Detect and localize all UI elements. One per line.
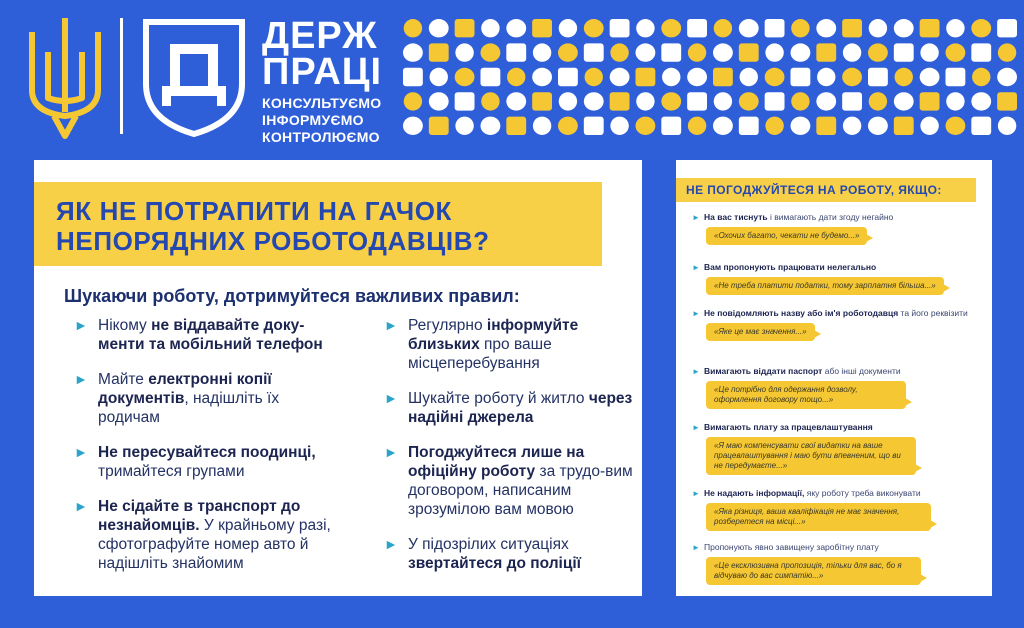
- arrow-icon: ►: [384, 317, 398, 333]
- pattern-tile: [816, 19, 836, 37]
- pattern-tile: [765, 19, 785, 37]
- arrow-icon: ►: [74, 444, 88, 460]
- pattern-tile: [713, 117, 733, 135]
- logo-line2: ПРАЦІ: [262, 51, 383, 93]
- arrow-icon: ►: [692, 309, 700, 318]
- warnings-card: [676, 160, 992, 596]
- warnings-header: НЕ ПОГОДЖУЙТЕСЯ НА РОБОТУ, ЯКЩО:: [686, 183, 942, 197]
- header-divider: [120, 18, 123, 134]
- title-line: НЕПОРЯДНИХ РОБОТОДАВЦІВ?: [56, 226, 490, 256]
- quote-bubble: «Яке це має значення...»: [706, 323, 815, 341]
- pattern-tile: [429, 117, 449, 135]
- quote-bubble: «Яка різниця, ваша кваліфікація не має значення, розберетеся на місці...»: [706, 503, 931, 531]
- situation-item: [692, 488, 984, 531]
- pattern-tile: [584, 19, 604, 37]
- rule-emphasis: Не пересувайтеся поодинці,: [98, 444, 316, 461]
- rules-column-2: [384, 316, 634, 589]
- pattern-tile: [559, 92, 577, 110]
- pattern-tile: [842, 68, 862, 86]
- pattern-tile: [403, 43, 423, 61]
- pattern-tile: [661, 43, 681, 61]
- pattern-tile: [972, 68, 990, 86]
- pattern-tile: [765, 92, 785, 110]
- pattern-tile: [946, 117, 966, 135]
- situation-emphasis: Не повідомляють назву або ім'я роботодавця: [704, 308, 899, 318]
- pattern-tile: [765, 117, 783, 135]
- pattern-tile: [506, 92, 526, 110]
- quote-bubble: «Охочих багато, чекати не будемо...»: [706, 227, 867, 245]
- pattern-tile: [739, 19, 759, 37]
- rules-intro: Шукаючи роботу, дотримуйтеся важливих правил:: [64, 286, 520, 306]
- situation-text: і вимагають дати згоду негайно: [767, 212, 894, 222]
- pattern-tile: [971, 92, 991, 110]
- pattern-tile: [455, 92, 475, 110]
- rule-item: [74, 370, 344, 427]
- pattern-tile: [816, 92, 836, 110]
- pattern-tile: [920, 117, 938, 135]
- pattern-tile: [868, 68, 888, 86]
- situation-emphasis: Вимагають плату за працевлаштування: [704, 422, 873, 432]
- rule-text: У крайньому разі, сфотографуйте номер авто й надішліть знайомим: [98, 517, 331, 572]
- quote-bubble: «Це ексклюзивна пропозиція, тільки для вас, бо я відчуваю до вас симпатію...»: [706, 557, 921, 585]
- pattern-tile: [946, 19, 964, 37]
- pattern-tile: [661, 117, 681, 135]
- pattern-tile: [636, 117, 656, 135]
- pattern-tile: [946, 43, 966, 61]
- pattern-tile: [584, 117, 604, 135]
- quote-bubble: «Це потрібно для одержання дозволу, оформлення договору тощо...»: [706, 381, 906, 409]
- pattern-tile: [894, 19, 914, 37]
- pattern-tile: [998, 117, 1016, 135]
- pattern-tile: [920, 68, 940, 86]
- pattern-tile: [688, 117, 706, 135]
- pattern-tile: [584, 92, 604, 110]
- rule-emphasis: звертайтеся до поліції: [408, 555, 582, 572]
- pattern-tile: [533, 43, 551, 61]
- pattern-tile: [816, 117, 836, 135]
- pattern-tile: [532, 19, 552, 37]
- pattern-tile: [997, 68, 1017, 86]
- pattern-tile: [920, 92, 940, 110]
- arrow-icon: ►: [692, 367, 700, 376]
- rule-text: про ваше місцеперебування: [408, 336, 552, 372]
- pattern-tile: [636, 92, 654, 110]
- arrow-icon: ►: [74, 371, 88, 387]
- rule-item: [74, 443, 344, 481]
- pattern-tile: [739, 92, 759, 110]
- situation-item: [692, 366, 984, 409]
- rule-item: [74, 497, 344, 573]
- pattern-tile: [507, 68, 525, 86]
- situation-item: [692, 212, 984, 245]
- situation-text: Пропонують явно завищену заробітну плату: [704, 542, 879, 552]
- pattern-tile: [869, 92, 887, 110]
- pattern-tile: [610, 92, 630, 110]
- pattern-tile: [998, 43, 1016, 61]
- rule-emphasis: Погоджуйтеся лише на офіційну роботу: [408, 444, 585, 480]
- pattern-tile: [894, 92, 914, 110]
- rule-emphasis: не віддавайте доку-менти та мобільний телефон: [98, 317, 323, 353]
- pattern-tile: [713, 43, 733, 61]
- pattern-tile: [946, 92, 964, 110]
- situation-emphasis: Не надають інформації,: [704, 488, 805, 498]
- rule-text: за трудо-вим договором, написаним зрозумілою вам мовою: [408, 463, 633, 518]
- pattern-tile: [481, 19, 499, 37]
- situation-label: [692, 308, 984, 319]
- pattern-tile: [455, 19, 475, 37]
- pattern-tile: [740, 68, 758, 86]
- page-title: [56, 196, 490, 256]
- pattern-tile: [714, 19, 732, 37]
- pattern-tile: [481, 43, 501, 61]
- pattern-tile: [869, 19, 887, 37]
- pattern-tile: [532, 92, 552, 110]
- pattern-tile: [843, 43, 861, 61]
- rule-text: Регулярно: [408, 317, 487, 334]
- shield-logo-icon: [140, 16, 248, 138]
- arrow-icon: ►: [74, 498, 88, 514]
- pattern-tile: [946, 68, 966, 86]
- pattern-tile: [791, 117, 811, 135]
- pattern-tile: [997, 19, 1017, 37]
- pattern-tile: [894, 43, 914, 61]
- rule-item: [384, 535, 634, 573]
- pattern-tile: [636, 43, 656, 61]
- pattern-tile: [687, 92, 707, 110]
- arrow-icon: ►: [692, 263, 700, 272]
- logo-wordmark: [262, 15, 392, 145]
- pattern-tile: [455, 68, 475, 86]
- pattern-tile: [662, 68, 680, 86]
- pattern-tile: [558, 68, 578, 86]
- rule-item: [384, 389, 634, 427]
- pattern-tile: [895, 68, 913, 86]
- pattern-tile: [791, 19, 809, 37]
- rule-text: Майте: [98, 371, 149, 388]
- pattern-tile: [481, 68, 501, 86]
- pattern-tile: [868, 43, 888, 61]
- logo-tagline: КОНСУЛЬТУЄМО: [262, 95, 382, 111]
- pattern-tile: [688, 43, 706, 61]
- pattern-tile: [429, 19, 449, 37]
- decorative-pattern: [400, 16, 1020, 138]
- arrow-icon: ►: [384, 444, 398, 460]
- situation-text: або інші документи: [822, 366, 901, 376]
- situation-item: [692, 262, 984, 295]
- logo-tagline: КОНТРОЛЮЄМО: [262, 129, 380, 145]
- situation-emphasis: Вимагають віддати паспорт: [704, 366, 823, 376]
- warnings-header-band: [676, 178, 976, 202]
- situation-label: [692, 366, 984, 377]
- pattern-tile: [843, 117, 861, 135]
- arrow-icon: ►: [384, 390, 398, 406]
- logo-line1: ДЕРЖ: [262, 15, 378, 57]
- pattern-tile: [506, 117, 526, 135]
- pattern-tile: [920, 19, 940, 37]
- pattern-tile: [610, 43, 628, 61]
- pattern-tile: [687, 68, 707, 86]
- trident-icon: [22, 12, 108, 140]
- pattern-tile: [920, 43, 938, 61]
- rule-item: [384, 443, 634, 519]
- quote-bubble: «Я маю компенсувати свої видатки на ваше працевлаштування і маю бути впевненим, що ви не передумаєте...»: [706, 437, 916, 475]
- situation-label: [692, 212, 984, 223]
- pattern-tile: [842, 92, 862, 110]
- situation-label: [692, 422, 984, 433]
- pattern-tile: [429, 92, 449, 110]
- situation-item: [692, 422, 984, 475]
- situation-emphasis: Вам пропонують працювати нелегально: [704, 262, 877, 272]
- pattern-tile: [481, 117, 501, 135]
- pattern-tile: [506, 43, 526, 61]
- pattern-tile: [584, 43, 604, 61]
- pattern-tile: [739, 43, 759, 61]
- pattern-tile: [481, 92, 499, 110]
- pattern-tile: [842, 19, 862, 37]
- pattern-tile: [739, 117, 759, 135]
- pattern-tile: [714, 92, 732, 110]
- pattern-tile: [585, 68, 603, 86]
- situation-text: та його реквізити: [898, 308, 968, 318]
- rule-text: У підозрілих ситуаціях: [408, 536, 569, 553]
- pattern-tile: [997, 92, 1017, 110]
- pattern-tile: [455, 43, 473, 61]
- pattern-tile: [403, 68, 423, 86]
- rule-emphasis: через надійні джерела: [408, 390, 633, 426]
- pattern-tile: [636, 68, 656, 86]
- title-band: [34, 182, 602, 266]
- rule-text: , надішліть їх родичам: [98, 390, 280, 426]
- arrow-icon: ►: [692, 489, 700, 498]
- pattern-tile: [765, 43, 783, 61]
- pattern-tile: [506, 19, 526, 37]
- pattern-tile: [971, 19, 991, 37]
- pattern-tile: [610, 117, 628, 135]
- rule-emphasis: електронні копії документів: [98, 371, 272, 407]
- arrow-icon: ►: [692, 423, 700, 432]
- rule-item: [74, 316, 344, 354]
- pattern-tile: [791, 68, 811, 86]
- rule-text: Нікому: [98, 317, 152, 334]
- pattern-tile: [559, 19, 577, 37]
- pattern-tile: [713, 68, 733, 86]
- pattern-tile: [403, 117, 423, 135]
- rules-card: [34, 160, 642, 596]
- situation-emphasis: На вас тиснуть: [704, 212, 768, 222]
- pattern-tile: [558, 117, 578, 135]
- pattern-tile: [661, 19, 681, 37]
- pattern-tile: [791, 92, 809, 110]
- pattern-tile: [430, 68, 448, 86]
- title-line: ЯК НЕ ПОТРАПИТИ НА ГАЧОК: [56, 196, 453, 226]
- pattern-tile: [791, 43, 811, 61]
- situation-label: [692, 542, 984, 553]
- pattern-tile: [558, 43, 578, 61]
- pattern-tile: [610, 68, 630, 86]
- pattern-tile: [687, 19, 707, 37]
- pattern-tile: [816, 43, 836, 61]
- situation-label: [692, 262, 984, 273]
- pattern-tile: [533, 117, 551, 135]
- rules-column-1: [74, 316, 344, 589]
- pattern-tile: [765, 68, 785, 86]
- situation-item: [692, 308, 984, 341]
- situation-item: [692, 542, 984, 585]
- pattern-tile: [817, 68, 835, 86]
- situation-label: [692, 488, 984, 499]
- rule-emphasis: інформуйте близьких: [408, 317, 579, 353]
- pattern-tile: [636, 19, 654, 37]
- pattern-tile: [404, 19, 422, 37]
- arrow-icon: ►: [692, 543, 700, 552]
- pattern-tile: [661, 92, 681, 110]
- quote-bubble: «Не треба платити податки, тому зарплатня більша...»: [706, 277, 944, 295]
- pattern-tile: [532, 68, 552, 86]
- arrow-icon: ►: [384, 536, 398, 552]
- rule-text: Шукайте роботу й житло: [408, 390, 589, 407]
- pattern-tile: [971, 117, 991, 135]
- pattern-tile: [868, 117, 888, 135]
- pattern-tile: [610, 19, 630, 37]
- arrow-icon: ►: [74, 317, 88, 333]
- pattern-tile: [429, 43, 449, 61]
- situation-text: яку роботу треба виконувати: [804, 488, 921, 498]
- rule-item: [384, 316, 634, 373]
- rule-text: тримайтеся групами: [98, 463, 245, 480]
- pattern-tile: [894, 117, 914, 135]
- pattern-tile: [455, 117, 473, 135]
- rule-emphasis: Не сідайте в транспорт до незнайомців.: [98, 498, 301, 534]
- pattern-tile: [404, 92, 422, 110]
- arrow-icon: ►: [692, 213, 700, 222]
- header-banner: [0, 0, 1024, 155]
- pattern-tile: [971, 43, 991, 61]
- logo-tagline: ІНФОРМУЄМО: [262, 112, 364, 128]
